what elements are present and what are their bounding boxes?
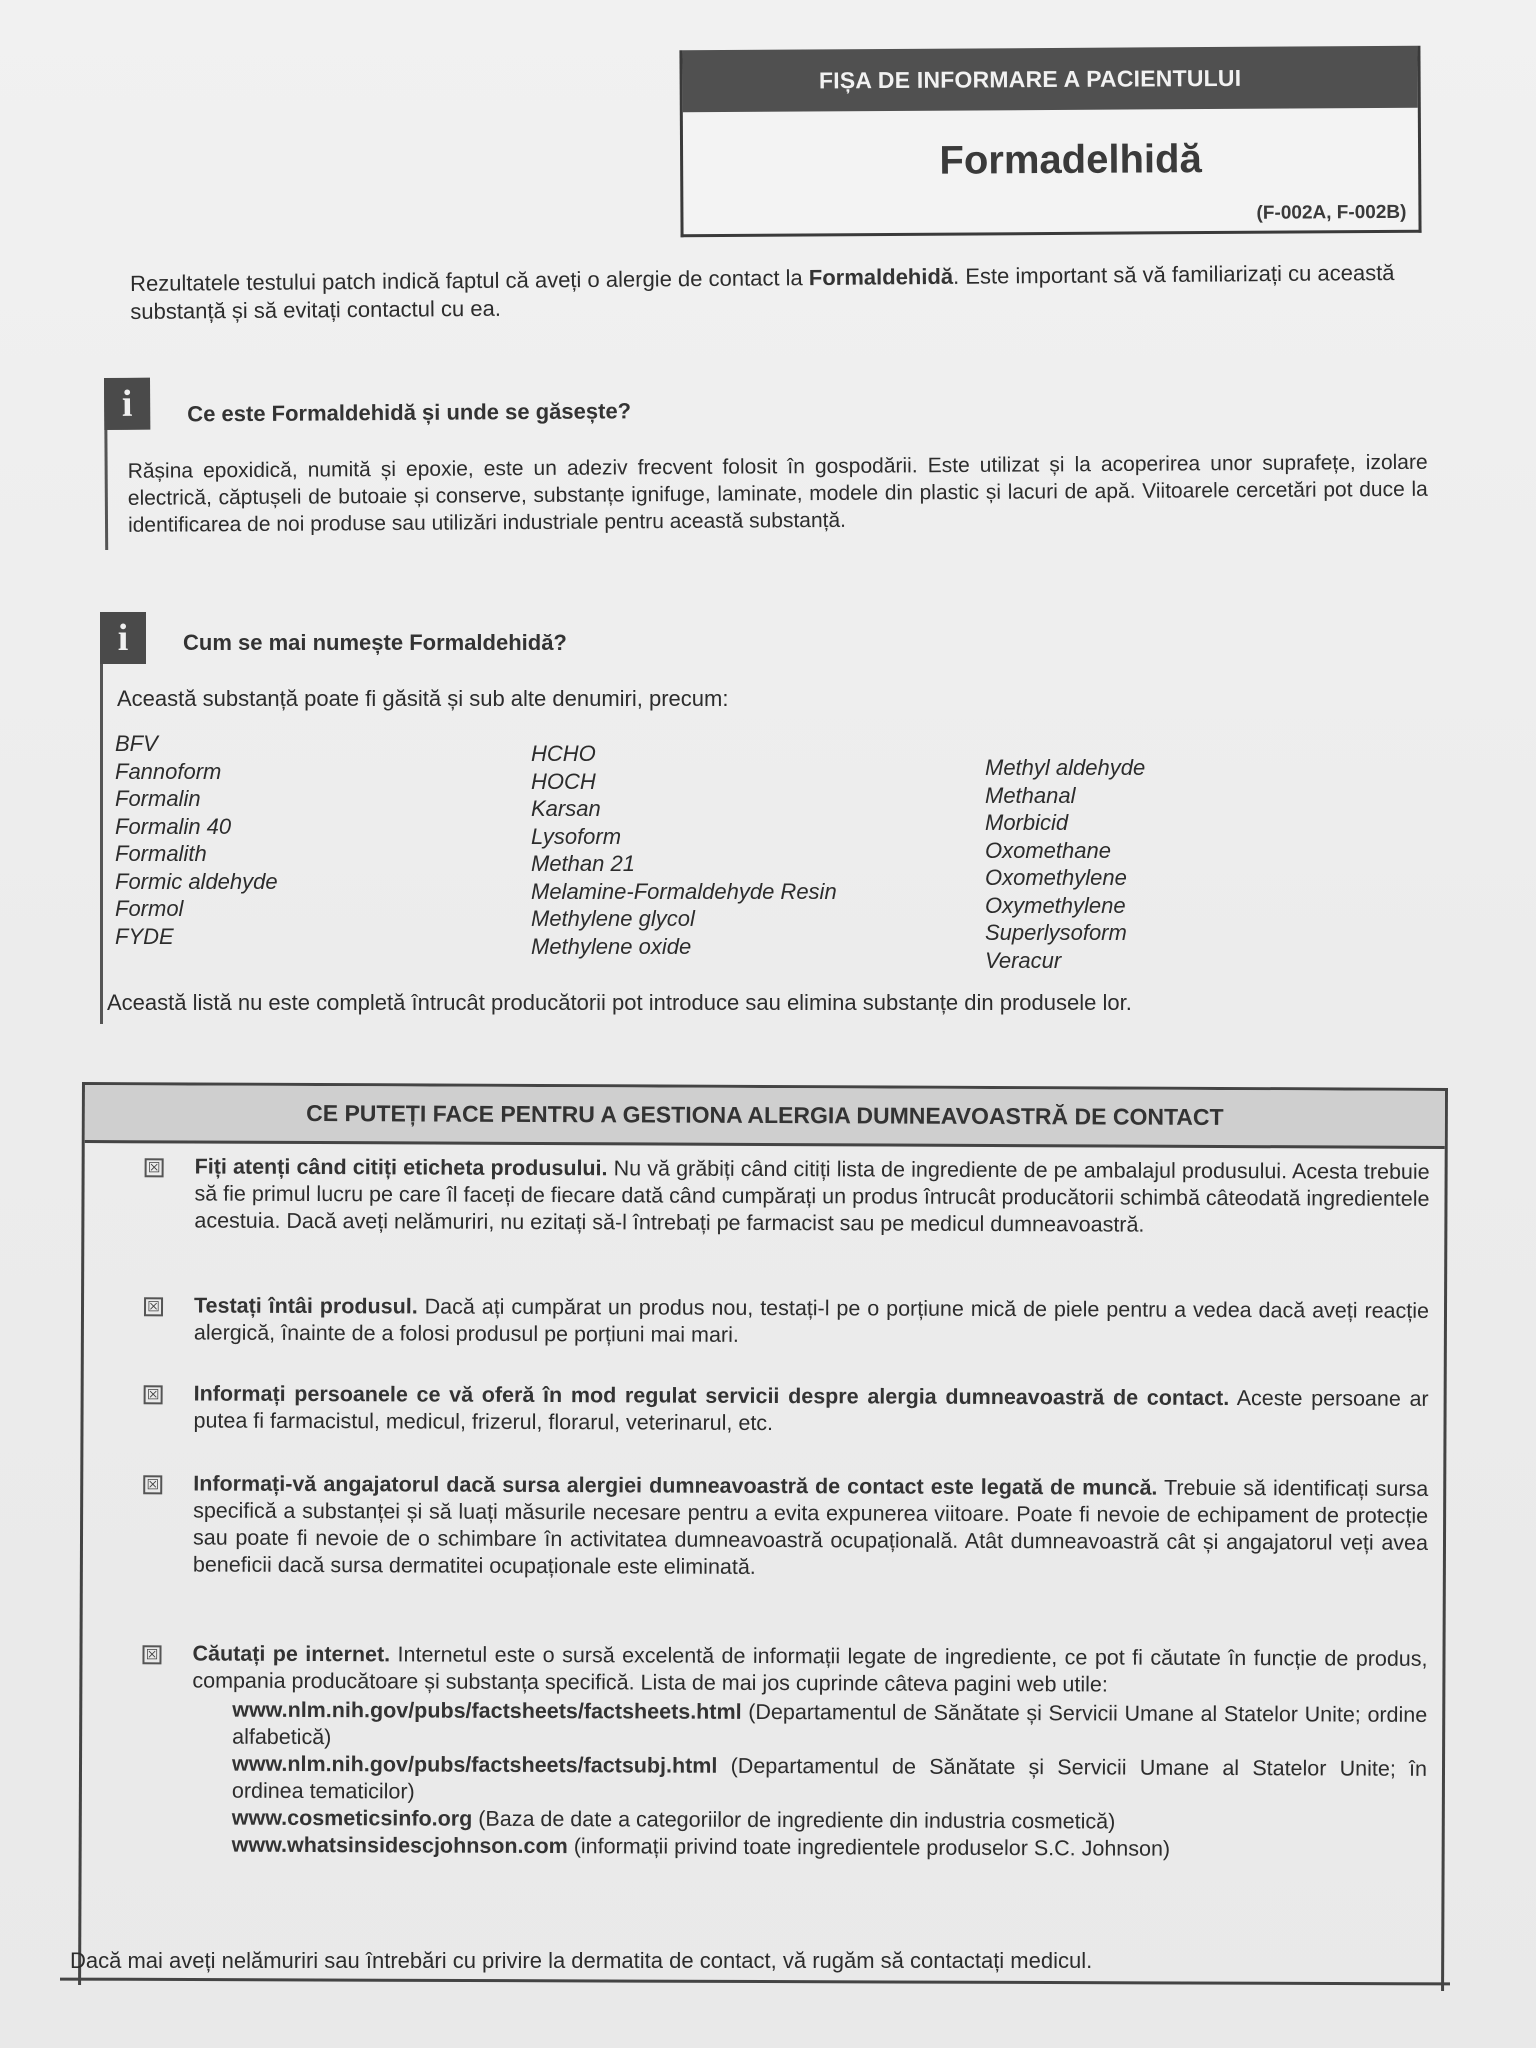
intro-allergen: Formaldehidă [808, 263, 954, 291]
synonym: Superlysoform [985, 920, 1127, 945]
tip-item [147, 1153, 1430, 1239]
link-item [232, 1832, 1427, 1864]
tip-text: Dacă ați cumpărat un produs nou, testați-l pe o porțiune mică de piele pentru a vedea dacă aveți reacție alergică, înainte de a folosi produsul pe porțiuni mai mari. [193, 1294, 1430, 1347]
section-other-names [100, 612, 1403, 1024]
info-icon: i [104, 378, 150, 430]
link-desc: (informații privind toate ingredientele produselor S.C. Johnson) [567, 1834, 1171, 1861]
synonym: Morbicid [985, 810, 1069, 835]
synonym: Fannoform [115, 758, 222, 784]
link-item [232, 1751, 1427, 1810]
synonym: Methan 21 [531, 851, 635, 876]
manage-allergy-box [78, 1082, 1448, 1991]
header-box [679, 46, 1421, 238]
checked-box-icon: ☒ [142, 1645, 161, 1664]
synonym: FYDE [115, 923, 174, 949]
intro-text-after: . Este important să vă familiarizați cu această substanță și să evitați contactul cu ea. [130, 259, 1395, 324]
link-url[interactable]: www.whatsinsidescjohnson.com [231, 1832, 568, 1859]
tip-item [145, 1640, 1428, 1863]
section-body: Rășina epoxidică, numită și epoxie, este un adeziv frecvent folosit în gospodării. Este utilizat și la acoperirea unor suprafețe, izolare electrică, căptușeli de butoaie și conserve, substanțe ignifuge, laminate, modele din plastic și lacuri de apă. Viitoarele cercetări pot duce la identificarea de noi produse sau utilizări industriale pentru această substanță. [127, 450, 1428, 537]
synonym: Veracur [985, 947, 1062, 973]
intro-paragraph [130, 259, 1410, 326]
substance-title: Formadelhidă [939, 137, 1202, 183]
intro-text-before: Rezultatele testului patch indică faptul că aveți o alergie de contact la [130, 265, 809, 296]
section-what-is [104, 369, 1428, 550]
tip-text: Internetul este o sursă excelentă de informații legate de ingrediente, ce pot fi căutate în funcție de produs, compania producătoare și substanța specifică. Lista de mai jos cuprinde câteva pagini web utile: [192, 1642, 1428, 1697]
synonym: BFV [115, 731, 158, 756]
section-title: Ce este Formaldehidă și unde se găsește? [187, 398, 632, 427]
link-desc: (Baza de date a categoriilor de ingrediente din industria cosmetică) [472, 1806, 1116, 1834]
link-desc: (Departamentul de Sănătate și Servicii Umane al Statelor Unite; ordine alfabetică) [232, 1699, 1428, 1750]
tip-item [146, 1470, 1429, 1583]
useful-links [232, 1697, 1428, 1864]
test-codes: (F-002A, F-002B) [1256, 201, 1407, 224]
synonym: Formol [115, 896, 184, 921]
tip-heading: Testați întâi produsul. [193, 1293, 418, 1319]
synonym: Oxomethane [985, 837, 1111, 863]
tip-heading: Căutați pe internet. [192, 1641, 391, 1667]
synonym: Methanal [985, 782, 1076, 808]
synonym: Lysoform [531, 823, 622, 849]
header-band: FIȘA DE INFORMARE A PACIENTULUI [682, 46, 1417, 112]
synonym: HOCH [531, 768, 596, 794]
tip-item [146, 1380, 1429, 1439]
link-item [232, 1697, 1427, 1756]
synonym: HCHO [531, 741, 596, 766]
synonym: Oxymethylene [985, 892, 1126, 918]
info-icon: i [100, 612, 146, 664]
synonym: Formalin [115, 786, 201, 811]
synonym: Methylene glycol [531, 906, 695, 931]
synonym: Formic aldehyde [115, 868, 278, 894]
synonym-column-2 [531, 740, 837, 960]
synonym: Formalin 40 [115, 813, 232, 839]
tip-text: Aceste persoane ar putea fi farmacistul, medicul, frizerul, florarul, veterinarul, etc. [193, 1386, 1429, 1436]
tip-heading: Informați-vă angajatorul dacă sursa alergiei dumneavoastră de contact este legată de muncă. [193, 1471, 1158, 1500]
link-desc: (Departamentul de Sănătate și Servicii Umane al Statelor Unite; în ordinea tematicilor) [231, 1753, 1428, 1804]
checked-box-icon: ☒ [144, 1297, 163, 1316]
tip-item [147, 1292, 1430, 1351]
checked-box-icon: ☒ [145, 1158, 164, 1177]
synonym: Melamine-Formaldehyde Resin [531, 878, 837, 904]
link-url[interactable]: www.nlm.nih.gov/pubs/factsheets/factsubj.html [231, 1751, 718, 1778]
checked-box-icon: ☒ [143, 1475, 162, 1494]
tip-heading: Fiți atenți când citiți eticheta produsului. [194, 1154, 608, 1181]
tip-text: Trebuie să identificați sursa specifică a substanței și să luați măsurile necesare pentru a evita expunerea viitoare. Poate fi nevoie de echipament de protecție sau poate fi nevoie de o schimbare în activitatea dumneavoastră ocupațională. Atât dumneavoastră cât și angajatorul veți avea beneficii dacă sursa dermatitei ocupaționale este eliminată. [192, 1475, 1429, 1579]
checked-box-icon: ☒ [144, 1385, 163, 1404]
synonym: Karsan [531, 796, 601, 821]
tip-text: Nu vă grăbiți când citiți lista de ingrediente de pe ambalajul produsului. Acesta trebuie să fie primul lucru pe care îl faceți de fiecare dată când cumpărați un produs întrucât producătorii schimbă câteodată ingredientele acestuia. Dacă aveți nelămuriri, nu ezitați să-l întrebați pe farmacist sau pe medicul dumneavoastră. [194, 1156, 1430, 1237]
synonym: Formalith [115, 841, 207, 866]
synonym-column-1 [115, 730, 278, 950]
link-url[interactable]: www.nlm.nih.gov/pubs/factsheets/factsheets.html [232, 1697, 742, 1724]
section-lead: Această substanță poate fi găsită și sub alte denumiri, precum: [117, 686, 729, 711]
link-url[interactable]: www.cosmeticsinfo.org [231, 1805, 473, 1831]
synonym-column-3 [985, 754, 1145, 974]
section-title: Cum se mai numește Formaldehidă? [183, 630, 567, 655]
list-footnote: Această listă nu este completă întrucât producătorii pot introduce sau elimina substanțe din produsele lor. [107, 990, 1132, 1015]
tip-heading: Informați persoanele ce vă oferă în mod regulat servicii despre alergia dumneavoastră de contact. [193, 1381, 1230, 1411]
synonym: Methylene oxide [531, 933, 692, 959]
manage-title: CE PUTEȚI FACE PENTRU A GESTIONA ALERGIA DUMNEAVOASTRĂ DE CONTACT [85, 1085, 1445, 1149]
closing-note: Dacă mai aveți nelămuriri sau întrebări cu privire la dermatita de contact, vă rugăm să contactați medicul. [70, 1948, 1093, 1973]
synonym: Methyl aldehyde [985, 755, 1146, 780]
synonym: Oxomethylene [985, 865, 1127, 890]
